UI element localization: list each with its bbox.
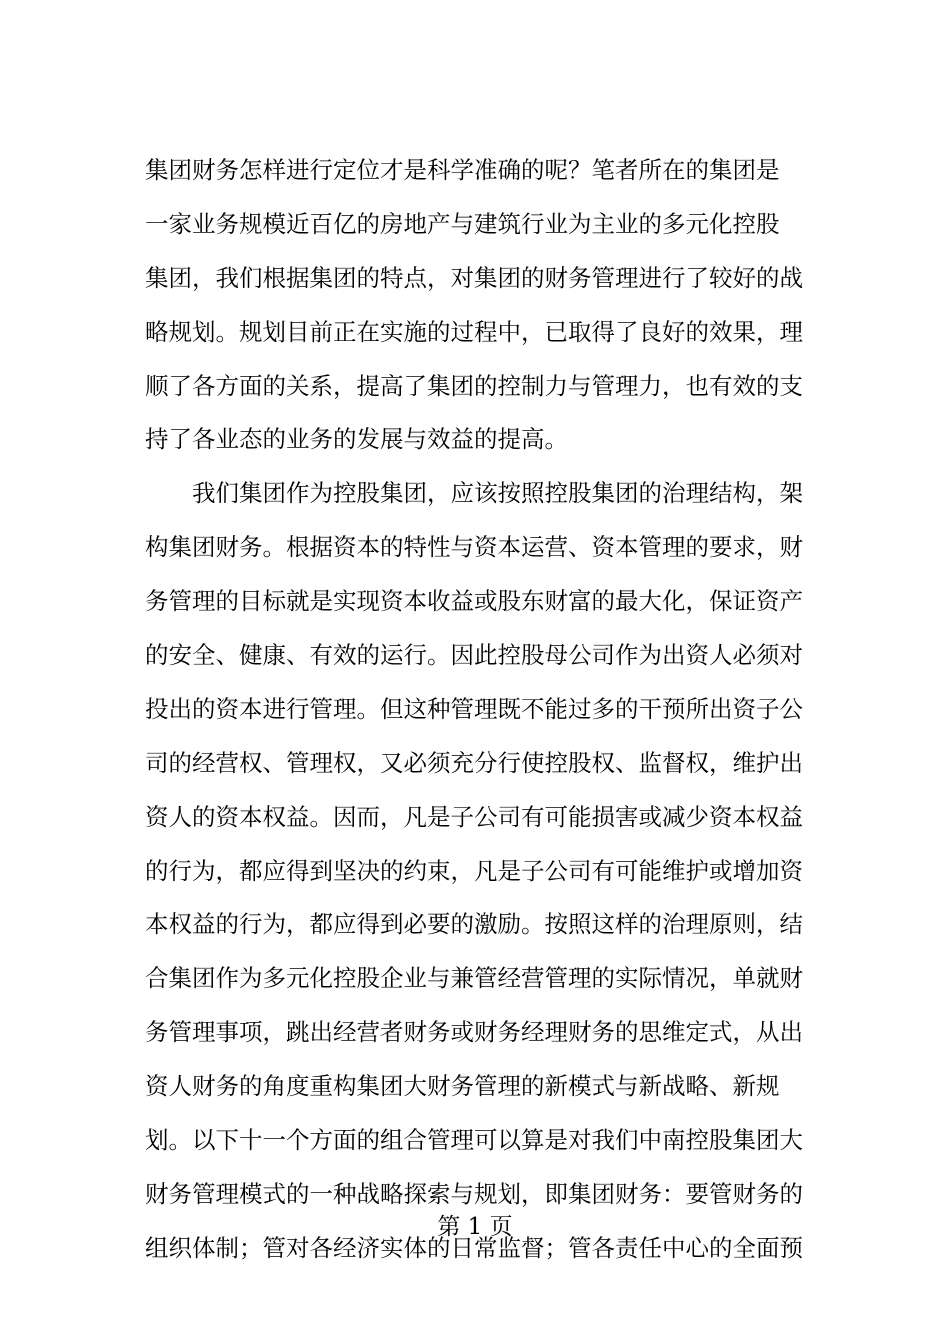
text-line: 的行为，都应得到坚决的约束，凡是子公司有可能维护或增加资: [145, 856, 803, 885]
text-line: 资人财务的角度重构集团大财务管理的新模式与新战略、新规: [145, 1072, 780, 1101]
text-line: 一家业务规模近百亿的房地产与建筑行业为主业的多元化控股: [145, 209, 780, 238]
text-line: 的安全、健康、有效的运行。因此控股母公司作为出资人必须对: [145, 641, 803, 670]
text-line: 务管理的目标就是实现资本收益或股东财富的最大化，保证资产: [145, 587, 803, 616]
text-line: 我们集团作为控股集团，应该按照控股集团的治理结构，架: [145, 479, 803, 508]
text-line: 集团，我们根据集团的特点，对集团的财务管理进行了较好的战: [145, 263, 803, 292]
text-line: 务管理事项，跳出经营者财务或财务经理财务的思维定式，从出: [145, 1018, 803, 1047]
page-number: 第 1 页: [437, 1214, 513, 1240]
text-line: 顺了各方面的关系，提高了集团的控制力与管理力，也有效的支: [145, 371, 803, 400]
text-line: 资人的资本权益。因而，凡是子公司有可能损害或减少资本权益: [145, 802, 803, 831]
text-line: 组织体制；管对各经济实体的日常监督；管各责任中心的全面预: [145, 1233, 803, 1262]
text-line: 合集团作为多元化控股企业与兼管经营管理的实际情况，单就财: [145, 964, 803, 993]
text-line: 持了各业态的业务的发展与效益的提高。: [145, 425, 568, 454]
text-line: 构集团财务。根据资本的特性与资本运营、资本管理的要求，财: [145, 533, 803, 562]
text-line: 财务管理模式的一种战略探索与规划，即集团财务：要管财务的: [145, 1179, 803, 1208]
text-line: 略规划。规划目前正在实施的过程中，已取得了良好的效果，理: [145, 317, 803, 346]
text-line: 投出的资本进行管理。但这种管理既不能过多的干预所出资子公: [145, 694, 803, 723]
text-line: 划。以下十一个方面的组合管理可以算是对我们中南控股集团大: [145, 1126, 803, 1155]
text-line: 本权益的行为，都应得到必要的激励。按照这样的治理原则，结: [145, 910, 803, 939]
text-line: 集团财务怎样进行定位才是科学准确的呢？笔者所在的集团是: [145, 156, 780, 184]
text-line: 司的经营权、管理权，又必须充分行使控股权、监督权，维护出: [145, 748, 803, 777]
body-text: [145, 144, 825, 1276]
